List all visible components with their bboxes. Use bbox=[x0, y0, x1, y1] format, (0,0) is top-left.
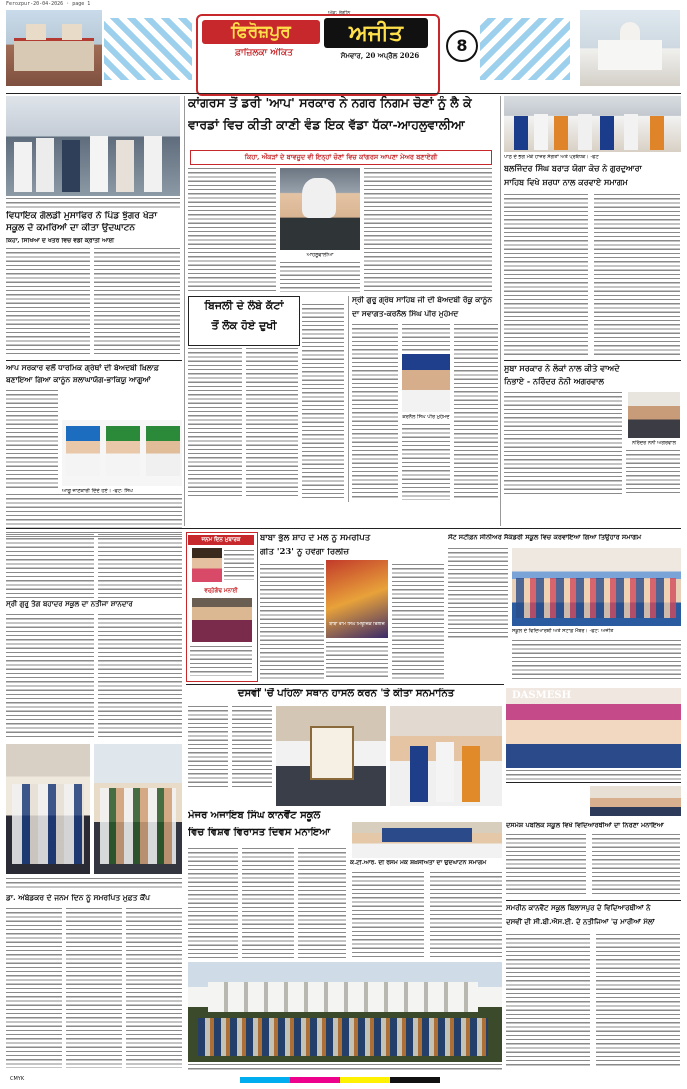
footer-cmyk: CMYK bbox=[10, 1076, 25, 1082]
school-photo bbox=[512, 548, 681, 626]
masthead-pattern-right bbox=[480, 18, 570, 80]
left-story2-portraits bbox=[62, 420, 182, 486]
baba-headline-a: ਬਾਬਾ ਭੁੱਲੋ ਸ਼ਾਹ ਦੇ ਮੇਲੇ ਨੂੰ ਸਮਰਪਿਤ bbox=[260, 534, 371, 543]
lead-body-col1 bbox=[188, 168, 276, 292]
masthead-date: ਸੋਮਵਾਰ, 20 ਅਪ੍ਰੈਲ 2026 bbox=[340, 52, 420, 60]
bottom-right-body-c1 bbox=[506, 934, 590, 1068]
right-story2-headline-b: ਨਿਭਾਏ - ਨਰਿੰਦਰ ਨੋਨੀ ਅਗਰਵਾਲ bbox=[504, 377, 604, 386]
guru-body-col2b bbox=[402, 424, 450, 500]
convent-body-col3 bbox=[298, 848, 346, 958]
anniversary-text bbox=[190, 646, 252, 676]
anniversary-photo bbox=[192, 598, 252, 642]
school-body bbox=[448, 548, 508, 638]
bottom-center-photo bbox=[188, 962, 502, 1062]
bottom-center-caption bbox=[188, 1064, 502, 1072]
dasmesh-photo bbox=[506, 688, 681, 768]
mid-divider bbox=[6, 528, 681, 529]
baba-body-col1 bbox=[260, 564, 324, 680]
bijli-body-col3 bbox=[302, 304, 344, 498]
ktr-body-col2 bbox=[430, 872, 502, 958]
left-divider-1 bbox=[6, 360, 182, 361]
left-story1-headline-a: ਵਿਧਾਇਕ ਗੋਲਡੀ ਮੁਸਾਫਿਰ ਨੇ ਪਿੰਡ ਝੁੰਗਰ ਖੇੜਾ bbox=[6, 211, 158, 221]
masthead-edition-tag: ਅੰਕ: ਰੰਗੀਨ bbox=[328, 10, 351, 16]
masthead-city: ਫਿਰੋਜ਼ਪੁਰ bbox=[202, 20, 320, 44]
guru-headline-a: ਸ੍ਰੀ ਗੁਰੂ ਗ੍ਰੰਥ ਸਾਹਿਬ ਜੀ ਦੀ ਬੇਅਦਬੀ ਰੋਕੂ ਕਾਨੂੰਨ bbox=[352, 296, 493, 304]
bottom-right-divider bbox=[506, 782, 681, 783]
ktr-body-col1 bbox=[352, 872, 424, 958]
dasvin-body-col2 bbox=[232, 706, 272, 790]
masthead-subtitle: ਫ਼ਾਜ਼ਿਲਕਾ ਅੰਕਿਤ bbox=[235, 48, 293, 58]
bottom-right-body-a bbox=[506, 834, 586, 896]
right-body-col1 bbox=[504, 194, 588, 356]
bottom-left-body-col3 bbox=[126, 908, 182, 1068]
dasvin-photo-2 bbox=[390, 706, 502, 806]
midleft-photo-caption bbox=[6, 878, 182, 890]
guru-body-col2 bbox=[402, 324, 450, 352]
left-story2-headline-a: ਆਪ ਸਰਕਾਰ ਵਲੋਂ ਧਾਰਮਿਕ ਗ੍ਰੰਥਾਂ ਦੀ ਬੇਅਦਬੀ ਖ਼ਿਲਾਫ਼ bbox=[6, 364, 159, 372]
baba-body-col3 bbox=[326, 642, 388, 680]
bottom-right-headline-c: ਦਸਵੀਂ ਦੀ ਸੀ.ਬੀ.ਐਸ.ਈ. ਦੇ ਨਤੀਜਿਆਂ 'ਚ ਮਾਰੀਆਂ ਮੱਲਾਂ bbox=[506, 918, 655, 926]
page-number-badge: 8 bbox=[446, 30, 478, 62]
right-top-caption: ਪਾਠ ਦੇ ਭੋਗ ਮੌਕੇ ਹਾਜ਼ਰ ਸੰਗਤਾਂ ਅਤੇ ਪ੍ਰਬੰਧਕ। -ਫੋਟੋ bbox=[504, 154, 599, 160]
bijli-headline-b: ਤੋਂ ਲੋਕ ਹੋਏ ਦੁਖੀ bbox=[211, 320, 277, 332]
lead-headline-line1: ਕਾਂਗਰਸ ਤੋਂ ਡਰੀ 'ਆਪ' ਸਰਕਾਰ ਨੇ ਨਗਰ ਨਿਗਮ ਚੋਣਾਂ ਨੂੰ ਲੈ ਕੇ bbox=[188, 96, 472, 110]
convent-headline-b: ਵਿਚ ਵਿਸ਼ਵ ਵਿਰਾਸਤ ਦਿਵਸ ਮਨਾਇਆ bbox=[188, 827, 331, 838]
baba-poster bbox=[326, 560, 388, 638]
birthday-text bbox=[224, 550, 254, 580]
left-story2-headline-b: ਬਣਾਇਆ ਗਿਆ ਕਾਨੂੰਨ ਸ਼ਲਾਘਾਯੋਗ-ਭਾਕਿਯੂ ਆਗੂਆਂ bbox=[6, 376, 151, 384]
dasmesh-caption bbox=[506, 770, 681, 780]
right-story2-photo bbox=[628, 392, 680, 438]
midleft-headline: ਸ੍ਰੀ ਗੁਰੂ ਤੇਗ ਬਹਾਦਰ ਸਕੂਲ ਦਾ ਨਤੀਜਾ ਸ਼ਾਨਦਾਰ bbox=[6, 600, 133, 608]
lead-photo-ahluwalia bbox=[280, 168, 360, 250]
midleft-body-b2 bbox=[98, 614, 182, 738]
bottom-right-headline-a: ਦਸਮੇਸ਼ ਪਬਲਿਕ ਸਕੂਲ ਵਿਖੇ ਵਿਦਿਆਰਥੀਆਂ ਦਾ ਨਿਰਣਾ ਮਨਾਇਆ bbox=[506, 822, 664, 829]
dasmesh-banner: DASMESH bbox=[512, 690, 572, 701]
masthead-paper-name: ਅਜੀਤ bbox=[324, 18, 428, 48]
birthday-label: ਜਨਮ ਦਿਨ ਮੁਬਾਰਕ bbox=[188, 535, 254, 545]
left-portraits-caption: ਆਗੂ ਜਾਣਕਾਰੀ ਦਿੰਦੇ ਹੋਏ। -ਫੋਟੋ: ਸਿੰਘ bbox=[62, 488, 133, 494]
bottom-left-body-col2 bbox=[66, 908, 122, 1068]
right-top-photo bbox=[504, 96, 681, 152]
left-story1-strap: ਕਿਹਾ, ਸਿੱਖਿਆ ਦੇ ਖੇਤਰ ਵਿਚ ਵੱਡੀ ਕ੍ਰਾਂਤੀ ਆਈ bbox=[6, 238, 115, 244]
bottom-right-body-b bbox=[592, 834, 680, 896]
midleft-body-col2 bbox=[98, 534, 182, 598]
baba-body-col2 bbox=[392, 564, 444, 680]
left-story2-body-a bbox=[6, 390, 58, 490]
left-story2-body-b bbox=[6, 494, 182, 538]
dasvin-divider bbox=[186, 684, 504, 685]
midleft-photo-2 bbox=[94, 744, 182, 874]
bottom-right-photo bbox=[590, 786, 681, 816]
column-rule-left bbox=[184, 96, 185, 526]
bijli-body-col1 bbox=[188, 348, 242, 498]
left-story1-headline-b: ਸਕੂਲ ਦੇ ਕਮਰਿਆਂ ਦਾ ਕੀਤਾ ਉਦਘਾਟਨ bbox=[6, 223, 136, 233]
anniversary-label: ਵਰ੍ਹੇਗੰਢ ਮਨਾਈ bbox=[204, 588, 238, 594]
right-headline-a: ਬਲਜਿੰਦਰ ਸਿੰਘ ਬਰਾੜ ਯੋਗਾ ਕੋਚ ਨੇ ਗੁਰਦੁਆਰਾ bbox=[504, 164, 642, 173]
dasvin-photo-1 bbox=[276, 706, 386, 806]
bottom-right-headline-b: ਸਮਰੀਨ ਕਾਨਵੈਂਟ ਸਕੂਲ ਬਿਲਾਸਪੁਰ ਦੇ ਵਿਦਿਆਰਥੀਆਂ ਨੇ bbox=[506, 904, 651, 912]
bijli-body-col2 bbox=[246, 348, 298, 498]
lead-body-col3 bbox=[364, 168, 492, 292]
dasvin-body-col1 bbox=[188, 706, 228, 790]
convent-body-col1 bbox=[188, 848, 238, 958]
school-headline: ਸੇਂਟ ਸਟੀਫ਼ਨ ਸੀਨੀਅਰ ਸੈਕੰਡਰੀ ਸਕੂਲ ਵਿਚ ਕਰਵਾਇਆ ਗਿਆ ਤਿਉਹਾਰ ਸਮਾਗਮ bbox=[448, 534, 642, 541]
right-headline-b: ਸਾਹਿਬ ਵਿਖੇ ਸ਼ਰਧਾ ਨਾਲ ਕਰਵਾਏ ਸਮਾਗਮ bbox=[504, 178, 628, 187]
midleft-body-b1 bbox=[6, 614, 94, 738]
guru-body-col1 bbox=[352, 324, 398, 500]
midleft-body-col1 bbox=[6, 534, 94, 598]
bottom-right-body-c2 bbox=[596, 934, 680, 1068]
bottom-left-headline: ਡਾ. ਅੰਬੇਡਕਰ ਦੇ ਜਨਮ ਦਿਨ ਨੂੰ ਸਮਰਪਿਤ ਮੁਫ਼ਤ ਕੈਂਪ bbox=[6, 894, 150, 902]
convent-body-col2 bbox=[242, 848, 294, 958]
footer-color-bar bbox=[240, 1077, 440, 1083]
ktr-headline: ਕੇ.ਟੀ.ਆਰ. ਦੀ ਰਸਮ ਮੌਕੇ ਸ਼ਖ਼ਸੀਅਤਾਂ ਦਾ ਉਦਘਾਟਨ ਸਮਾਗਮ bbox=[350, 860, 487, 866]
right-story2-body bbox=[504, 392, 622, 496]
right-story2-body-b bbox=[626, 450, 680, 496]
left-story1-body-col1 bbox=[6, 248, 90, 356]
lead-strap: ਕਿਹਾ, ਔਕੜਾਂ ਦੇ ਬਾਵਜੂਦ ਵੀ ਇਨ੍ਹਾਂ ਚੋਣਾਂ ਵਿਚ ਕਾਂਗਰਸ ਆਪਣਾ ਮੇਅਰ ਬਣਾਏਗੀ bbox=[190, 150, 492, 165]
bottom-left-body-col1 bbox=[6, 908, 62, 1068]
right-story2-caption: ਨਰਿੰਦਰ ਨੋਨੀ ਅਗਰਵਾਲ bbox=[632, 440, 676, 446]
right-divider bbox=[504, 360, 681, 361]
baba-headline-b: ਗੀਤ '23' ਨੂੰ ਹੋਵੇਗਾ ਰਿਲੀਜ਼ bbox=[260, 548, 350, 557]
guru-headline-b: ਦਾ ਸਵਾਗਤ-ਕਰਨੈਲ ਸਿੰਘ ਪੀਰ ਮੁਹੰਮਦ bbox=[352, 310, 459, 318]
column-rule-right bbox=[500, 96, 501, 526]
guru-profile-photo bbox=[402, 354, 450, 412]
lead-photo-caption: ਆਹਲੂਵਾਲੀਆ bbox=[306, 252, 334, 258]
left-story1-body-col2 bbox=[94, 248, 180, 356]
midleft-photo-1 bbox=[6, 744, 90, 874]
masthead-left-photo bbox=[6, 10, 102, 86]
right-story2-headline-a: ਸੂਬਾ ਸਰਕਾਰ ਨੇ ਲੋਕਾਂ ਨਾਲ ਕੀਤੇ ਵਾਅਦੇ bbox=[504, 364, 620, 373]
convent-headline-a: ਮੇਜਰ ਅਜਾਇਬ ਸਿੰਘ ਕਾਨਵੈਂਟ ਸਕੂਲ bbox=[188, 810, 321, 821]
masthead-right-photo bbox=[580, 10, 680, 86]
bijli-headline-a: ਬਿਜਲੀ ਦੇ ਲੰਬੇ ਕੱਟਾਂ bbox=[204, 300, 284, 312]
column-rule-center bbox=[348, 296, 349, 502]
birthday-photo bbox=[192, 548, 222, 582]
masthead-pattern-left bbox=[104, 18, 192, 80]
left-photo-caption bbox=[6, 198, 180, 208]
masthead-rule bbox=[6, 93, 681, 94]
school-photo-caption: ਸਕੂਲ ਦੇ ਵਿਦਿਆਰਥੀ ਅਤੇ ਸਟਾਫ਼ ਮੈਂਬਰ। -ਫੋਟੋ: ਅਜੀਤ bbox=[512, 628, 614, 634]
guru-body-col3 bbox=[454, 324, 498, 500]
right-body-col2 bbox=[594, 194, 680, 356]
baba-poster-text: ਬਾਬਾ ਰਾਮ ਸਿੰਘ ਮਿਊਜ਼ਿਕ ਰਿਲੀਜ਼ bbox=[329, 622, 385, 627]
guru-profile-caption: ਕਰਨੈਲ ਸਿੰਘ ਪੀਰ ਮੁਹੰਮਦ bbox=[402, 414, 450, 420]
school-body-b bbox=[512, 640, 681, 680]
ktr-photo bbox=[352, 822, 502, 858]
lead-headline-line2: ਵਾਰਡਾਂ ਵਿਚ ਕੀਤੀ ਕਾਣੀ ਵੰਡ ਇਕ ਵੱਡਾ ਧੱਕਾ-ਆਹਲੂਵਾਲੀਆ bbox=[188, 118, 465, 132]
left-top-photo bbox=[6, 96, 180, 196]
dasvin-headline: ਦਸਵੀਂ 'ਚੋਂ ਪਹਿਲਾ ਸਥਾਨ ਹਾਸਲ ਕਰਨ 'ਤੇ ਕੀਤਾ ਸਨਮਾਨਿਤ bbox=[237, 688, 455, 699]
lead-body-col2 bbox=[280, 262, 360, 292]
page-slug: Ferozpur-20-04-2026 · page 1 bbox=[6, 1, 91, 7]
bottom-right-divider-2 bbox=[506, 900, 681, 901]
